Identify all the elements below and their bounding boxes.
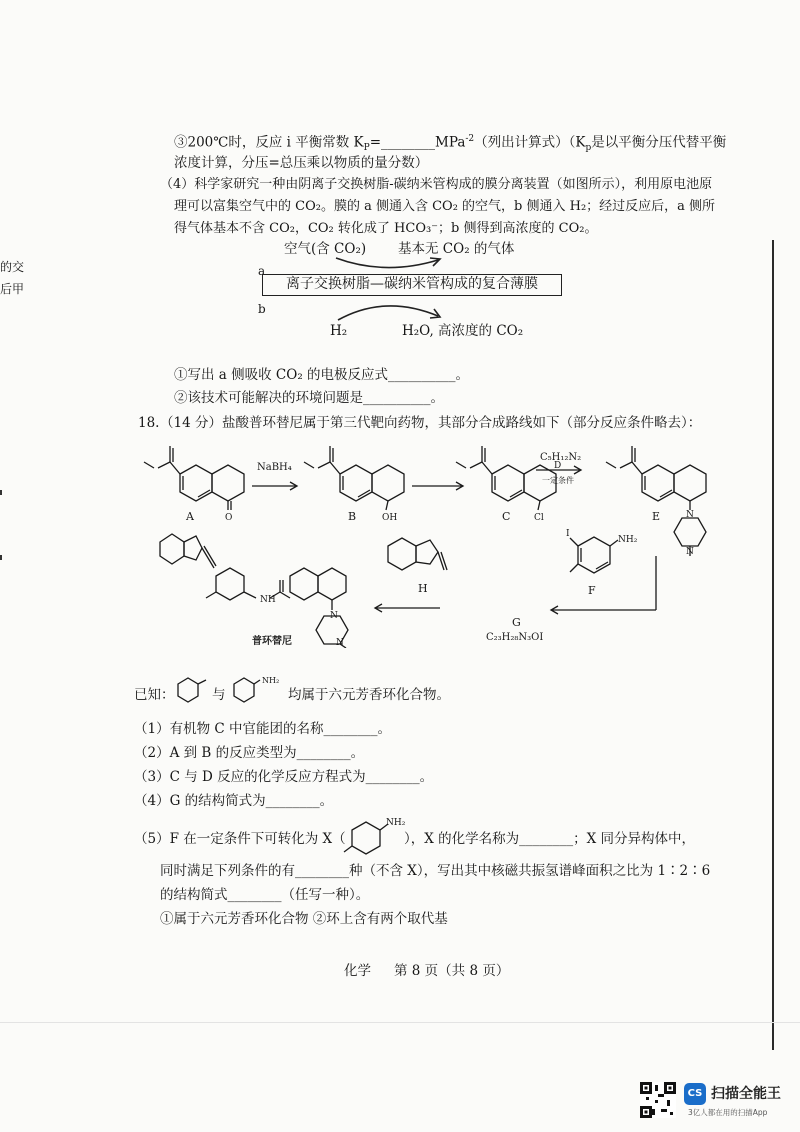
scan-bottom-divider (0, 1022, 800, 1023)
condition-label: 一定条件 (542, 476, 574, 485)
q18-item-3: （3）C 与 D 反应的化学反应方程式为________。 (134, 769, 434, 785)
reagent-nabh4: NaBH₄ (257, 462, 292, 473)
known-conj: 与 (212, 687, 226, 703)
known-suffix: 均属于六元芳香环化合物。 (288, 687, 450, 703)
q18-5-line1a: （5）F 在一定条件下可转化为 X（ (134, 831, 346, 847)
camscanner-logo-icon: CS (684, 1083, 706, 1105)
label-C: C (502, 510, 511, 523)
atom-label: NH (260, 595, 276, 605)
atom-label: OH (382, 513, 398, 523)
label-H: H (418, 582, 428, 595)
part4-question-2: ②该技术可能解决的环境问题是__________。 (174, 390, 444, 406)
air-in-label: 空气(含 CO₂) (284, 241, 367, 257)
part4-line2: 理可以富集空气中的 CO₂。膜的 a 侧通入含 CO₂ 的空气，b 侧通入 H₂；经过反应后，a 侧所 (174, 199, 716, 214)
part3-line1: ③200℃时，反应 i 平衡常数 $K_P=\_\_\_\_\_\_\_\_MPa^{-2}$（列出计算式）（$K_p$是以平衡分压代替平衡 (174, 134, 727, 154)
footer-page: 第 8 页（共 8 页） (394, 963, 510, 979)
h2-in-label: H₂ (330, 323, 348, 339)
atom-label: N (330, 611, 338, 621)
G-formula: C₂₃H₂₈N₃OI (486, 632, 544, 643)
scanner-app-title: 扫描全能王 (711, 1086, 781, 1102)
q18-item-2: （2）A 到 B 的反应类型为________。 (134, 745, 365, 761)
reagent-D-formula: C₅H₁₂N₂ (540, 452, 582, 463)
part4-line1: （4）科学家研究一种由阴离子交换树脂-碳纳米管构成的膜分离装置（如图所示），利用原电池原 (160, 177, 713, 192)
side-b-label: b (258, 302, 266, 316)
b-out-label: H₂O, 高浓度的 CO₂ (402, 323, 524, 339)
label-A: A (186, 510, 194, 523)
margin-fragment-2: 后甲 (0, 282, 25, 296)
scanner-app-subtitle: 3亿人都在用的扫描App (688, 1108, 768, 1117)
atom-label: O (225, 513, 233, 523)
atom-label: N (336, 638, 344, 648)
q18-5-line1b: ），X 的化学名称为________；X 同分异构体中， (404, 831, 696, 847)
atom-label: N (686, 547, 694, 557)
atom-label: N (686, 510, 694, 520)
q18-item-4: （4）G 的结构简式为________。 (134, 793, 334, 809)
side-a-label: a (258, 264, 266, 278)
label-D: D (554, 461, 562, 471)
qr-code-icon (640, 1082, 676, 1118)
composite-membrane: 离子交换树脂—碳纳米管构成的复合薄膜 (262, 274, 562, 296)
a-side-flow-arrow (330, 254, 450, 274)
label-B: B (348, 510, 357, 523)
compound-A-structure (144, 446, 244, 510)
q18-number: 18. (138, 415, 160, 431)
q18-stem: （14 分）盐酸普环替尼属于第三代靶向药物，其部分合成路线如下（部分反应条件略去）： (160, 415, 702, 431)
footer-subject: 化学 (344, 963, 371, 979)
margin-mark (0, 490, 2, 495)
label-E: E (652, 510, 661, 523)
q18-item-1: （1）有机物 C 中官能团的名称________。 (134, 721, 392, 737)
aniline-nh2-label: NH₂ (262, 676, 280, 685)
air-out-label: 基本无 CO₂ 的气体 (398, 241, 515, 257)
label-G: G (512, 616, 521, 629)
pyridine-structure (170, 676, 210, 706)
part4-line3: 得气体基本不含 CO₂，CO₂ 转化成了 HCO₃⁻；b 侧得到高浓度的 CO₂。 (174, 221, 598, 236)
atom-label: I (566, 529, 570, 539)
atom-label: Cl (534, 513, 544, 523)
q18-5-line2: 同时满足下列条件的有________种（不含 X），写出其中核磁共振氢谱峰面积之比为 1∶2∶6 (160, 863, 711, 879)
margin-mark (0, 555, 2, 560)
q18-5-line4: ①属于六元芳香环化合物 ②环上含有两个取代基 (160, 911, 448, 927)
atom-label: NH₂ (618, 535, 638, 545)
aniline-structure (228, 676, 264, 706)
label-F: F (588, 584, 596, 597)
product-name: 普环替尼 (252, 636, 292, 647)
synthesis-scheme (140, 436, 780, 648)
b-side-flow-arrow (330, 298, 450, 322)
part4-question-1: ①写出 a 侧吸收 CO₂ 的电极反应式__________。 (174, 367, 470, 383)
X-nh2-label: NH₂ (386, 818, 406, 828)
q18-5-line3: 的结构简式________（任写一种）。 (160, 887, 370, 903)
part3-line2: 浓度计算，分压=总压乘以物质的量分数） (174, 155, 429, 171)
margin-fragment-1: 的交 (0, 260, 25, 274)
known-prefix: 已知： (134, 687, 175, 703)
